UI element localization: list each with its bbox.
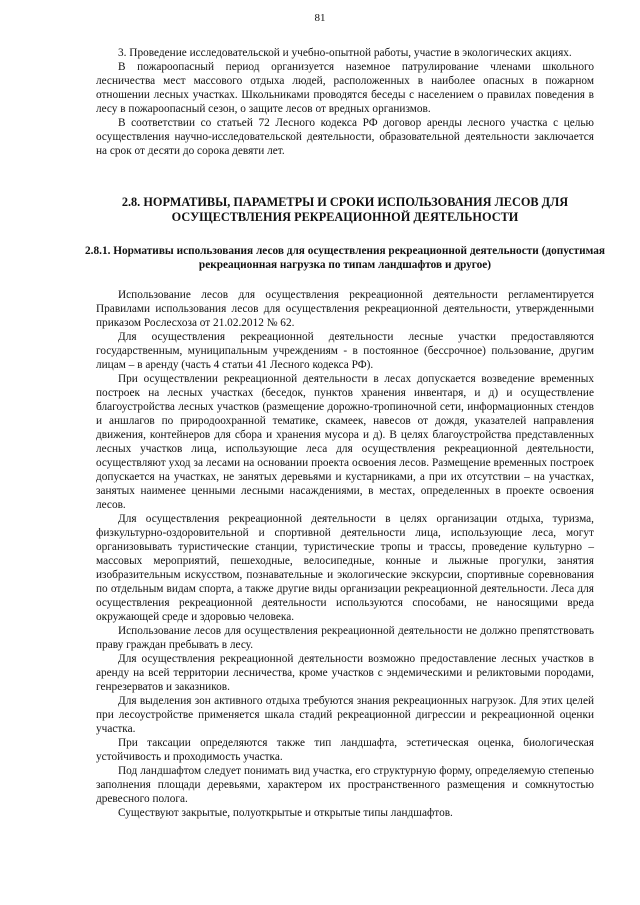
paragraph: Существуют закрытые, полуоткрытые и открытые типы ландшафтов.: [118, 807, 453, 819]
paragraph: Для осуществления рекреационной деятельности в целях организации отдыха, туризма, физкультурно-оздоровительной и спортивной деятельности лица, использующие леса, могут организовывать туристические станции, туристические тропы и трассы, проведение культурно – массовых мероприятий, пешеходные, велосипедные, конные и лыжные прогулки, занятия изобразительным искусством, познавательные и экологические экскурсии, спортивные соревнования по отдельным видам спорта, а также другие виды организации рекреационной деятельности. Леса для осуществления рекреационной деятельности используются способами, не наносящими вреда окружающей среде и здоровью человека.: [96, 513, 594, 623]
paragraph: Использование лесов для осуществления рекреационной деятельности не должно препятствовать праву граждан пребывать в лесу.: [96, 625, 594, 651]
paragraph: При осуществлении рекреационной деятельности в лесах допускается возведение временных построек на лесных участках (беседок, пунктов хранения инвентаря, и д) и осуществление благоустройства лесных участков (размещение дорожно-тропиночной сети, информационных стендов и аншлагов по природоохранной тематике, скамеек, навесов от дождя, указателей направления движения, контейнеров для сбора и хранения мусора и д). В целях благоустройства представленных лесных участков лица, использующие леса для осуществления рекреационной деятельности, осуществляют уход за лесами на основании проекта освоения лесов. Размещение временных построек допускается на участках, не занятых деревьями и кустарниками, а при их отсутствии – на участках, занятых наименее ценными лесными насаждениями, в местах, определенных в проекте освоения лесов.: [96, 373, 594, 511]
paragraph: Для выделения зон активного отдыха требуются знания рекреационных нагрузок. Для этих целей при лесоустройстве применяется шкала стадий рекреационной дигрессии и рекреационной оценки участка.: [96, 695, 594, 735]
paragraph: В соответствии со статьей 72 Лесного кодекса РФ договор аренды лесного участка с целью осуществления научно-исследовательской деятельности, образовательной деятельности заключается на срок от десяти до сорока девяти лет.: [96, 117, 594, 157]
paragraph: Использование лесов для осуществления рекреационной деятельности регламентируется Правилами использования лесов для осуществления рекреационной деятельности, утвержденными приказом Рослесхоза от 21.02.2012 № 62.: [96, 289, 594, 329]
paragraph: В пожароопасный период организуется наземное патрулирование членами школьного лесничества мест массового отдыха людей, расположенных в наиболее опасных в пожарном отношении лесных участках. Школьниками проводятся беседы с населением о правилах поведения в лесу в пожароопасный сезон, о защите лесов от вредных организмов.: [96, 61, 594, 115]
paragraph: 3. Проведение исследовательской и учебно-опытной работы, участие в экологических акциях.: [118, 47, 572, 59]
subsection-heading: 2.8.1. Нормативы использования лесов для осуществления рекреационной деятельности (допустимая рекреационная нагрузка по типам ландшафтов и другое): [85, 245, 605, 271]
intro-text-block: [96, 46, 594, 158]
paragraph: Для осуществления рекреационной деятельности возможно предоставление лесных участков в аренду на всей территории лесничества, кроме участков с эндемическими и реликтовыми породами, генрезерватов и заказников.: [96, 653, 594, 693]
page-number: 81: [314, 12, 326, 24]
main-text-block: [96, 288, 594, 820]
paragraph: При таксации определяются также тип ландшафта, эстетическая оценка, биологическая устойчивость и проходимость участка.: [96, 737, 594, 763]
paragraph: Под ландшафтом следует понимать вид участка, его структурную форму, определяемую степенью заполнения площади деревьями, характером их пространственного размещения и сомкнутостью древесного полога.: [96, 765, 594, 805]
section-heading: 2.8. НОРМАТИВЫ, ПАРАМЕТРЫ И СРОКИ ИСПОЛЬЗОВАНИЯ ЛЕСОВ ДЛЯ ОСУЩЕСТВЛЕНИЯ РЕКРЕАЦИОННОЙ ДЕЯТЕЛЬНОСТИ: [121, 195, 569, 224]
paragraph: Для осуществления рекреационной деятельности лесные участки предоставляются государственным, муниципальным учреждениям - в постоянное (бессрочное) пользование, другим лицам – в аренду (часть 4 статьи 41 Лесного кодекса РФ).: [96, 331, 594, 371]
